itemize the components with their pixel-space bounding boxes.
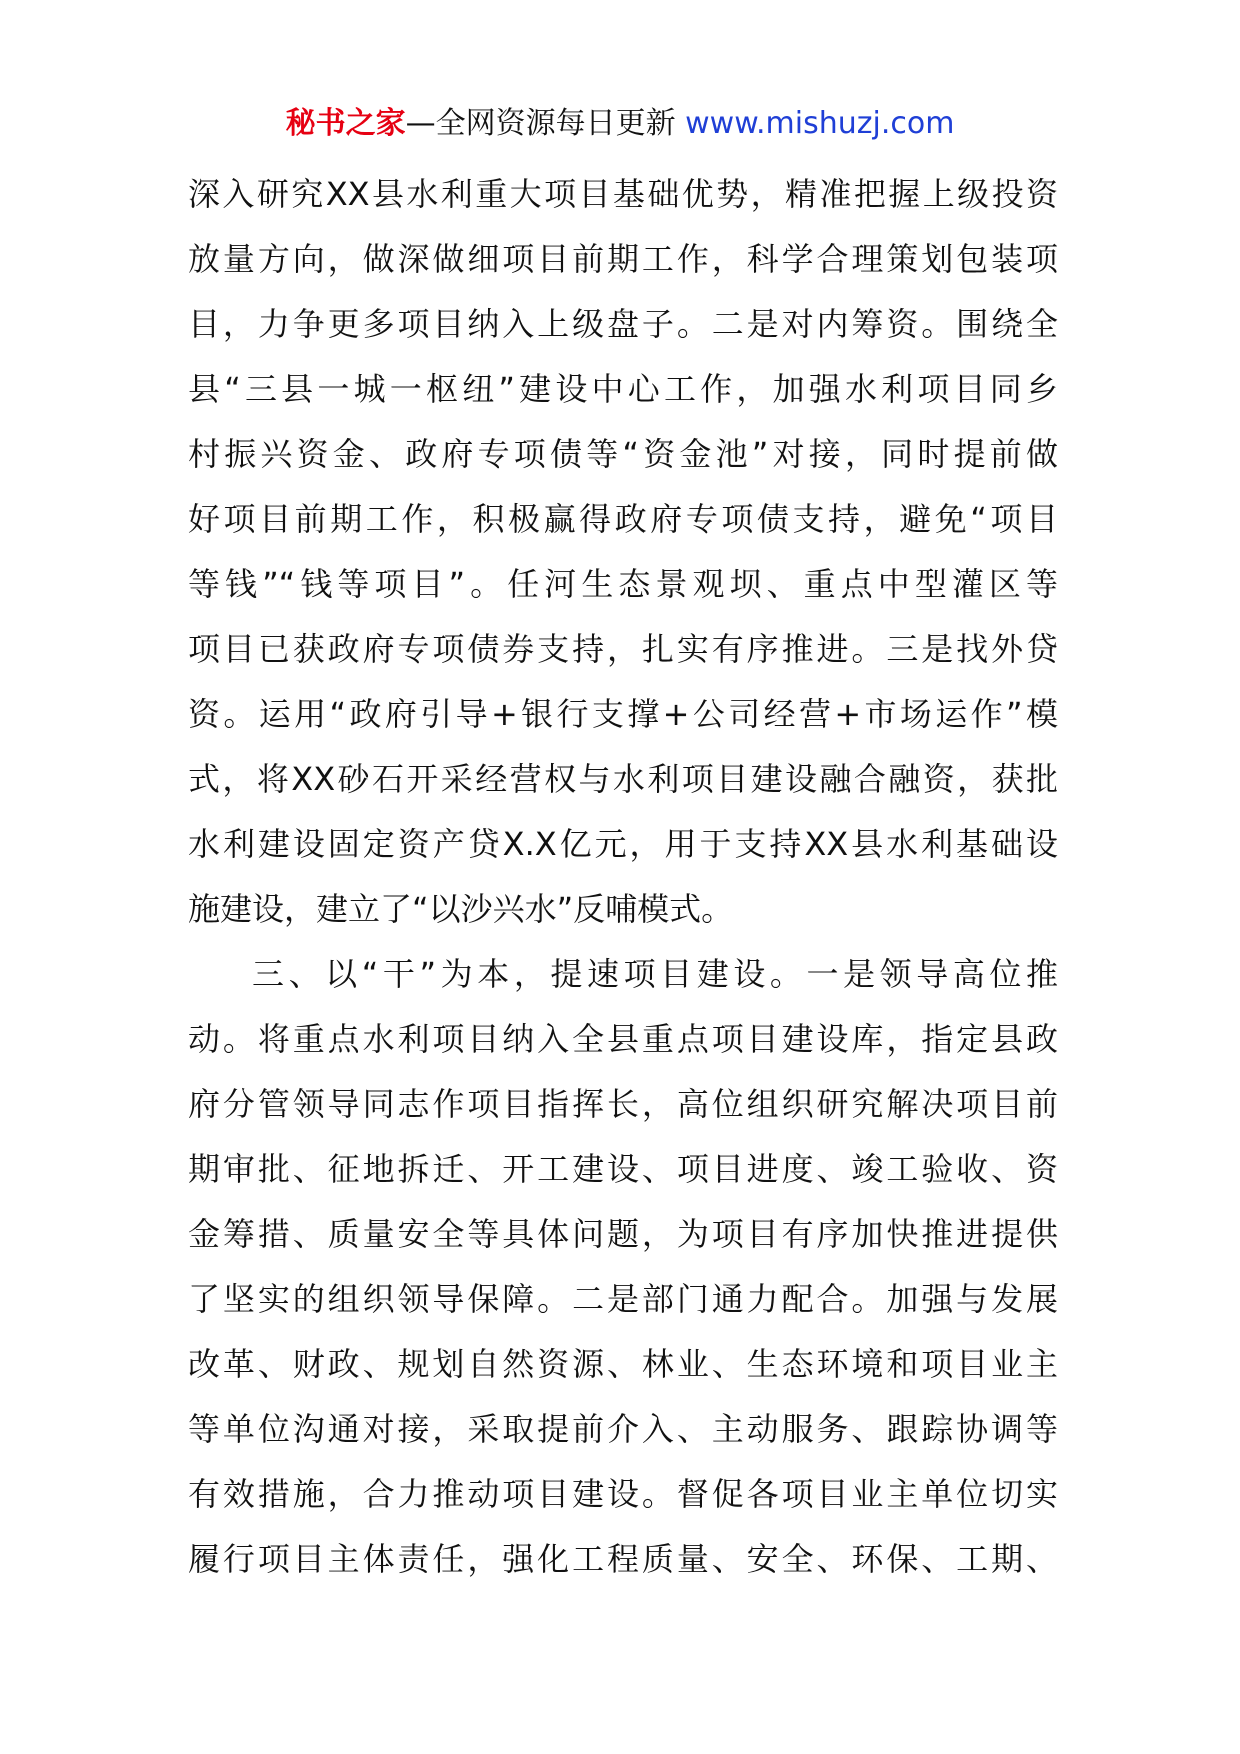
text-line: 深入研究XX县水利重大项目基础优势，精准把握上级投资 — [188, 175, 1058, 213]
paragraph-end-line: 施建设，建立了“以沙兴水”反哺模式。 — [188, 890, 734, 928]
text-line: 等钱”“钱等项目”。任河生态景观坝、重点中型灌区等 — [188, 565, 1058, 603]
page-header — [0, 104, 1240, 144]
text-line: 金筹措、质量安全等具体问题，为项目有序加快推进提供 — [188, 1215, 1058, 1253]
text-line: 目，力争更多项目纳入上级盘子。二是对内筹资。围绕全 — [188, 305, 1058, 343]
text-line: 式，将XX砂石开采经营权与水利项目建设融合融资，获批 — [188, 760, 1058, 798]
text-line: 等单位沟通对接，采取提前介入、主动服务、跟踪协调等 — [188, 1410, 1058, 1448]
document-body — [188, 162, 1058, 1592]
text-line: 县“三县一城一枢纽”建设中心工作，加强水利项目同乡 — [188, 370, 1058, 408]
text-line: 好项目前期工作，积极赢得政府专项债支持，避免“项目 — [188, 500, 1058, 538]
text-line: 动。将重点水利项目纳入全县重点项目建设库，指定县政 — [188, 1020, 1058, 1058]
text-line: 期审批、征地拆迁、开工建设、项目进度、竣工验收、资 — [188, 1150, 1058, 1188]
text-line: 了坚实的组织领导保障。二是部门通力配合。加强与发展 — [188, 1280, 1058, 1318]
text-line: 项目已获政府专项债券支持，扎实有序推进。三是找外贷 — [188, 630, 1058, 668]
site-url-link[interactable]: www.mishuzj.com — [685, 106, 955, 141]
text-line: 村振兴资金、政府专项债等“资金池”对接，同时提前做 — [188, 435, 1058, 473]
text-line: 履行项目主体责任，强化工程质量、安全、环保、工期、 — [188, 1540, 1058, 1578]
text-line: 资。运用“政府引导+银行支撑+公司经营+市场运作”模 — [188, 695, 1058, 733]
text-line: 有效措施，合力推动项目建设。督促各项目业主单位切实 — [188, 1475, 1058, 1513]
paragraph-start-line: 三、以“干”为本，提速项目建设。一是领导高位推 — [252, 955, 1058, 993]
header-tagline: —全网资源每日更新 — [405, 106, 686, 141]
text-line: 府分管领导同志作项目指挥长，高位组织研究解决项目前 — [188, 1085, 1058, 1123]
text-line: 水利建设固定资产贷X.X亿元，用于支持XX县水利基础设 — [188, 825, 1058, 863]
brand-name: 秘书之家 — [285, 106, 406, 141]
text-line: 放量方向，做深做细项目前期工作，科学合理策划包装项 — [188, 240, 1058, 278]
text-line: 改革、财政、规划自然资源、林业、生态环境和项目业主 — [188, 1345, 1058, 1383]
